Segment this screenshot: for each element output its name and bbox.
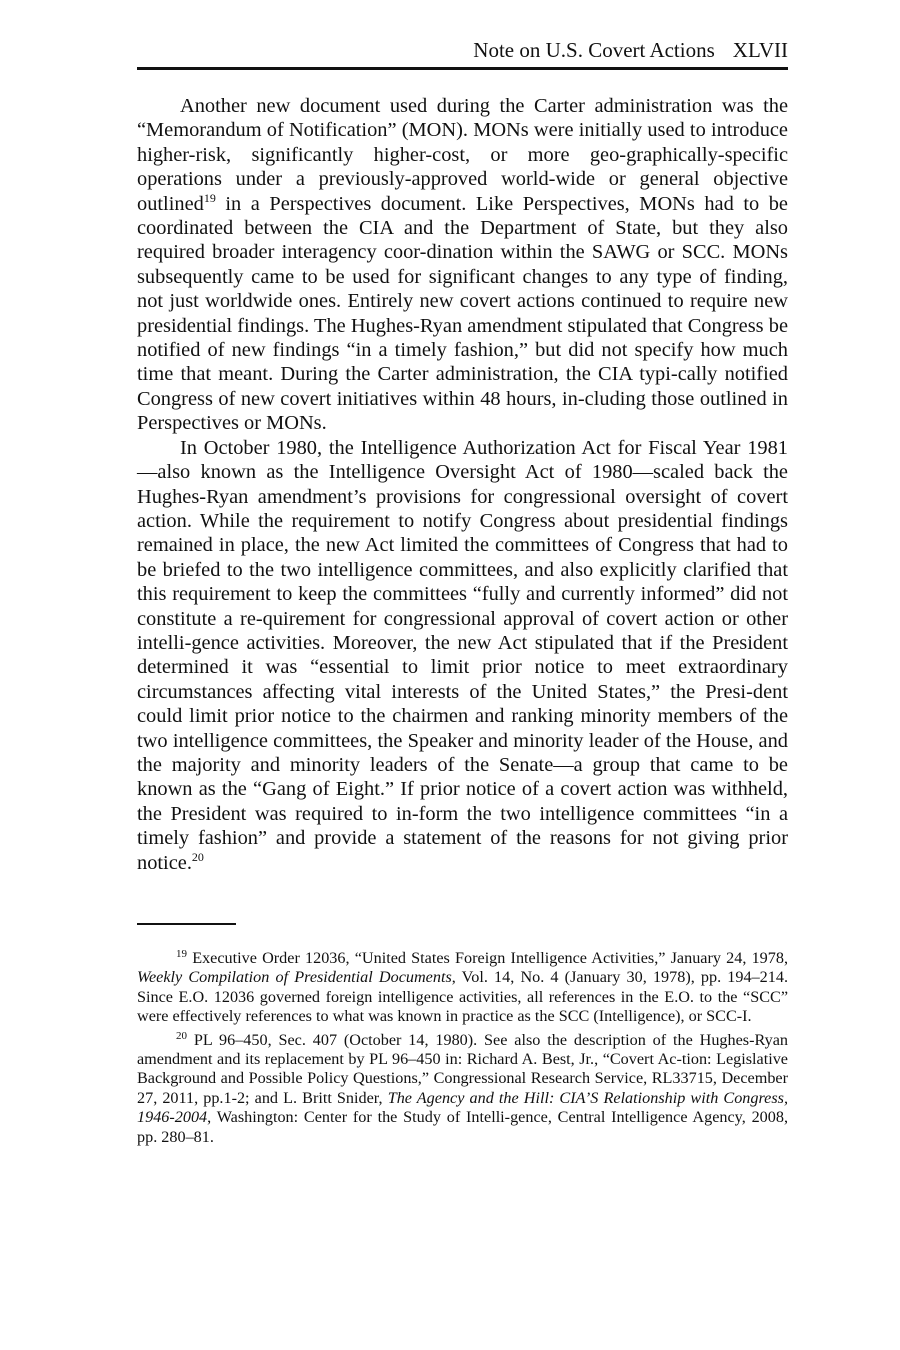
footnote-19-text-a: Executive Order 12036, “United States Foreign Intelligence Activities,” January 24, 1978,: [187, 949, 788, 967]
paragraph-oversight-act: [137, 436, 788, 875]
footnote-20-text-b: , Washington: Center for the Study of Intelli-gence, Central Intelligence Agency, 2008, pp. 280–81.: [137, 1108, 788, 1146]
document-page: [137, 36, 788, 1151]
footnote-19-text-b: , Vol. 14, No. 4 (January 30, 1978), pp. 194–214. Since E.O. 12036 governed foreign intelligence activities, all references in the E.O. to the “SCC” were effectively references to what was known in practice as the SCC (Intelligence), or SCC-I.: [137, 968, 789, 1026]
paragraph-mon-text-a: Another new document used during the Carter administration was the “Memorandum of Notification” (MON). MONs were initially used to introduce higher-risk, significantly higher-cost, or more geo-graphically-specific operations under a previously-approved world-wide or general objective outlined: [137, 95, 788, 215]
running-header: [137, 36, 788, 70]
footnote-19: [137, 949, 788, 1027]
footnote-number-20: 20: [176, 1029, 187, 1042]
footnote-ref-20[interactable]: 20: [191, 849, 204, 864]
footnote-number-19: 19: [176, 948, 187, 960]
body-text: [137, 94, 788, 875]
paragraph-mon-text-b: in a Perspectives document. Like Perspectives, MONs had to be coordinated between the CIA and the Department of State, but they also required broader interagency coor-dination within the SAWG or SCC. MONs subsequently came to be used for significant changes to any type of finding, not just worldwide ones. Entirely new covert actions continued to require new presidential findings. The Hughes-Ryan amendment stipulated that Congress be notified of new findings “in a timely fashion,” but did not specify how much time that meant. During the Carter administration, the CIA typi-cally notified Congress of new covert initiatives within 48 hours, in-cluding those outlined in Perspectives or MONs.: [137, 192, 788, 435]
footnote-19-italic-title: Weekly Compilation of Presidential Documents: [137, 968, 452, 987]
paragraph-oversight-text: In October 1980, the Intelligence Authorization Act for Fiscal Year 1981—also known as the Intelligence Oversight Act of 1980—scaled back the Hughes-Ryan amendment’s provisions for congressional oversight of covert action. While the requirement to notify Congress about presidential findings remained in place, the new Act limited the committees of Congress that had to be briefed to the two intelligence committees, and also explicitly clarified that this requirement to keep the committees “fully and currently informed” did not constitute a re-quirement for congressional approval of covert action or other intelli-gence activities. Moreover, the new Act stipulated that if the President determined it was “essential to limit prior notice to meet extraordinary circumstances affecting vital interests of the United States,” the Presi-dent could limit prior notice to the chairmen and ranking minority members of the two intelligence committees, the Speaker and minority leader of the House, and the majority and minority leaders of the Senate—a group that came to be known as the “Gang of Eight.” If prior notice of a covert action was withheld, the President was required to in-form the two intelligence committees “in a timely fashion” and provide a statement of the reasons for not giving prior notice.: [137, 436, 788, 874]
footnote-20-italic-title: The Agency and the Hill: CIA’S Relationship with Congress, 1946-2004: [137, 1088, 789, 1127]
footnotes: [137, 949, 788, 1147]
running-title: Note on U.S. Covert Actions: [473, 38, 715, 62]
footnote-divider: [137, 923, 236, 925]
footnote-20: [137, 1031, 788, 1147]
footnote-20-text-a: PL 96–450, Sec. 407 (October 14, 1980). See also the description of the Hughes-Ryan amendment and its replacement by PL 96–450 in: Richard A. Best, Jr., “Covert Ac-tion: Legislative Background and Possible Policy Questions,” Congressional Research Service, RL33715, December 27, 2011, pp.1-2; and L. Britt Snider,: [137, 1030, 788, 1107]
footnote-ref-19[interactable]: 19: [203, 190, 216, 205]
paragraph-mon: [137, 94, 788, 436]
page-number: XLVII: [732, 38, 788, 62]
